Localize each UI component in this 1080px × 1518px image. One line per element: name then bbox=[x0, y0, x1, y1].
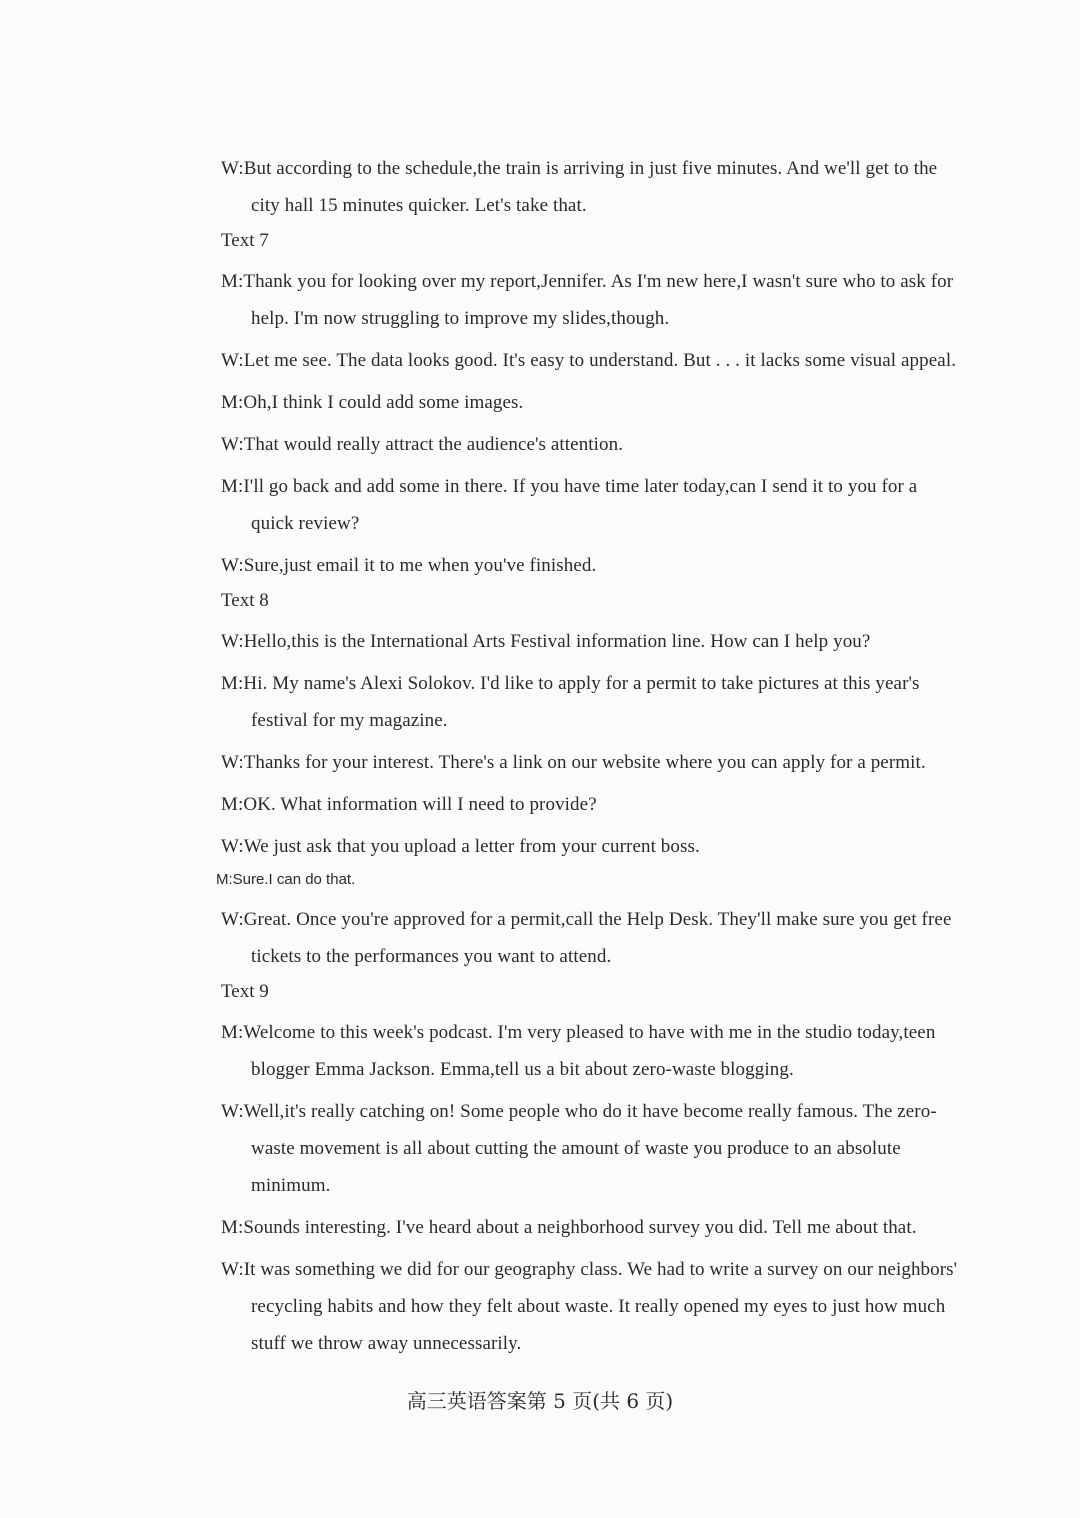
dialogue-line: W:But according to the schedule,the train is arriving in just five minutes. And we'll get to the bbox=[221, 158, 938, 179]
dialogue-line: W:It was something we did for our geography class. We had to write a survey on our neighbors' bbox=[221, 1259, 958, 1280]
dialogue-line: blogger Emma Jackson. Emma,tell us a bit about zero-waste blogging. bbox=[251, 1059, 794, 1080]
document-body bbox=[216, 150, 1045, 1362]
dialogue-line: quick review? bbox=[251, 513, 360, 534]
dialogue-line: help. I'm now struggling to improve my slides,though. bbox=[251, 308, 670, 329]
section-heading-text-8: Text 8 bbox=[221, 590, 269, 611]
page-footer: 高三英语答案第 5 页(共 6 页) bbox=[406, 1389, 674, 1413]
dialogue-line: tickets to the performances you want to attend. bbox=[251, 946, 612, 967]
dialogue-line: W:Let me see. The data looks good. It's easy to understand. But . . . it lacks some visual appeal. bbox=[221, 350, 957, 371]
dialogue-line: W:Sure,just email it to me when you've finished. bbox=[221, 555, 597, 576]
dialogue-line: waste movement is all about cutting the amount of waste you produce to an absolute bbox=[251, 1138, 901, 1159]
dialogue-line: recycling habits and how they felt about waste. It really opened my eyes to just how much bbox=[251, 1296, 946, 1317]
dialogue-line: W:We just ask that you upload a letter from your current boss. bbox=[221, 836, 700, 857]
dialogue-line: M:Welcome to this week's podcast. I'm very pleased to have with me in the studio today,teen bbox=[221, 1022, 936, 1043]
section-heading-text-9: Text 9 bbox=[221, 981, 269, 1002]
dialogue-line: W:Great. Once you're approved for a permit,call the Help Desk. They'll make sure you get free bbox=[221, 909, 952, 930]
dialogue-line: M:I'll go back and add some in there. If you have time later today,can I send it to you for a bbox=[221, 476, 918, 497]
dialogue-line: M:Sounds interesting. I've heard about a neighborhood survey you did. Tell me about that. bbox=[221, 1217, 917, 1238]
dialogue-line: W:Thanks for your interest. There's a link on our website where you can apply for a permit. bbox=[221, 752, 926, 773]
dialogue-line: M:Oh,I think I could add some images. bbox=[221, 392, 524, 413]
dialogue-line: M:Hi. My name's Alexi Solokov. I'd like to apply for a permit to take pictures at this year's bbox=[221, 673, 920, 694]
dialogue-line-plain: M:Sure.I can do that. bbox=[216, 871, 356, 888]
dialogue-line: festival for my magazine. bbox=[251, 710, 448, 731]
dialogue-line: city hall 15 minutes quicker. Let's take that. bbox=[251, 195, 587, 216]
dialogue-line: W:Hello,this is the International Arts Festival information line. How can I help you? bbox=[221, 631, 871, 652]
dialogue-line: M:Thank you for looking over my report,Jennifer. As I'm new here,I wasn't sure who to ask for bbox=[221, 271, 954, 292]
dialogue-line: stuff we throw away unnecessarily. bbox=[251, 1333, 522, 1354]
dialogue-line: minimum. bbox=[251, 1175, 331, 1196]
dialogue-line: M:OK. What information will I need to provide? bbox=[221, 794, 597, 815]
section-heading-text-7: Text 7 bbox=[221, 230, 269, 251]
dialogue-line: W:That would really attract the audience's attention. bbox=[221, 434, 624, 455]
dialogue-line: W:Well,it's really catching on! Some people who do it have become really famous. The zero- bbox=[221, 1101, 937, 1122]
